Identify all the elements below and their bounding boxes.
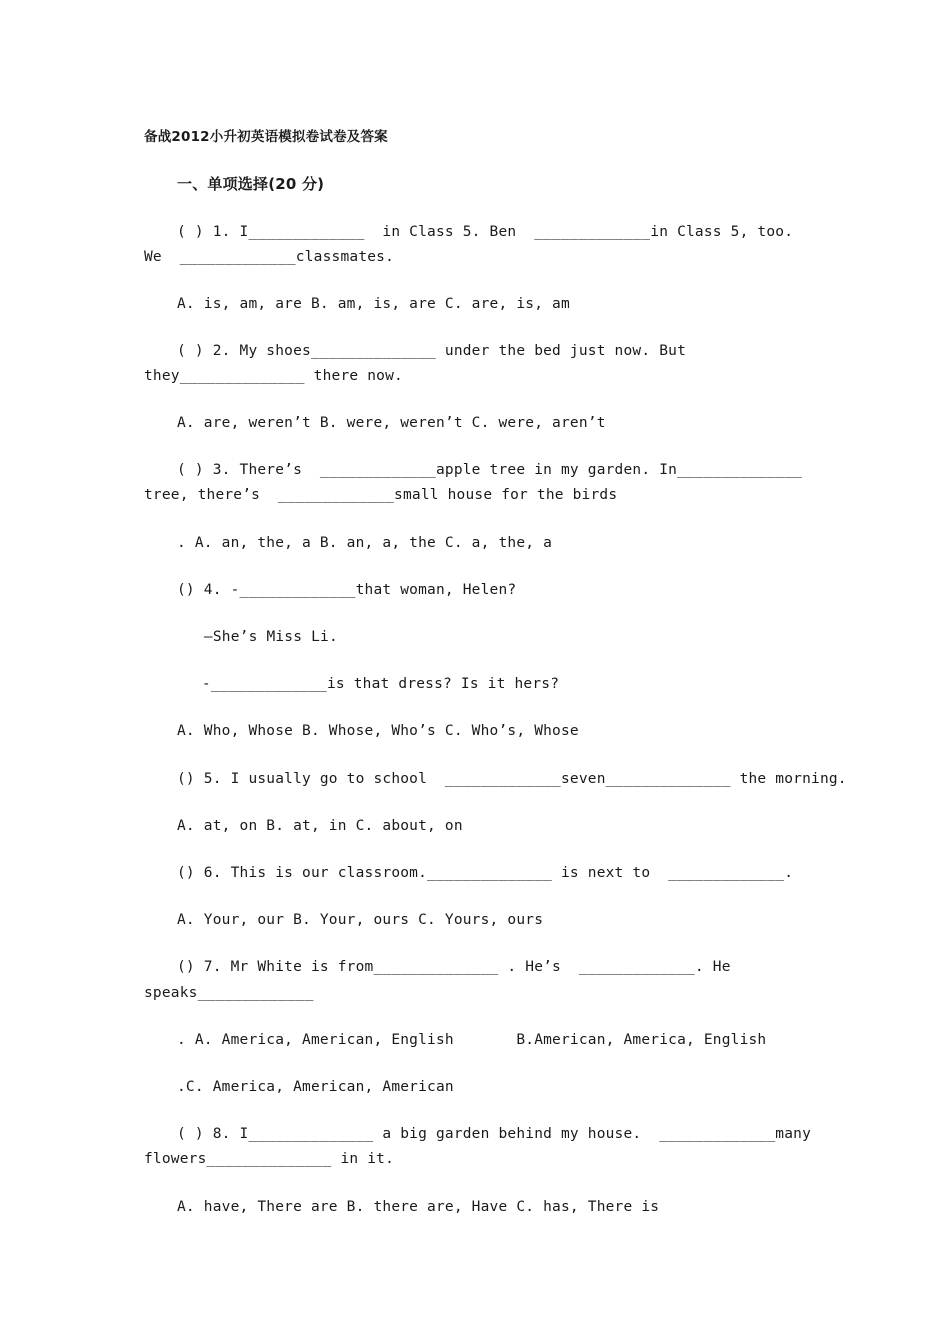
question-7-options-1: . A. America, American, English B.American, America, English bbox=[177, 1032, 767, 1048]
question-3-line-2: tree, there’s _____________small house for the birds bbox=[144, 487, 618, 503]
question-4-options: A. Who, Whose B. Whose, Who’s C. Who’s, Whose bbox=[177, 723, 579, 739]
document-title: 备战2012小升初英语模拟卷试卷及答案 bbox=[144, 129, 388, 145]
question-8-options: A. have, There are B. there are, Have C. has, There is bbox=[177, 1199, 660, 1215]
question-2-line-2: they______________ there now. bbox=[144, 368, 403, 384]
question-6-line-1: () 6. This is our classroom.______________ is next to _____________. bbox=[177, 865, 794, 881]
question-7-options-2: .C. America, American, American bbox=[177, 1079, 454, 1095]
question-4-line-1: () 4. -_____________that woman, Helen? bbox=[177, 582, 517, 598]
question-8-line-2: flowers______________ in it. bbox=[144, 1151, 395, 1167]
question-5-line-1: () 5. I usually go to school _____________seven______________ the morning. bbox=[177, 771, 847, 787]
question-3-options: . A. an, the, a B. an, a, the C. a, the, a bbox=[177, 535, 553, 551]
section-heading: 一、单项选择(20 分) bbox=[177, 175, 325, 193]
question-4-line-2: –She’s Miss Li. bbox=[195, 629, 338, 645]
question-8-line-1: ( ) 8. I______________ a big garden behind my house. _____________many bbox=[177, 1126, 812, 1142]
question-2-line-1: ( ) 2. My shoes______________ under the bed just now. But bbox=[177, 343, 686, 359]
question-6-options: A. Your, our B. Your, ours C. Yours, ours bbox=[177, 912, 544, 928]
question-1-line-2: We _____________classmates. bbox=[144, 249, 395, 265]
question-2-options: A. are, weren’t B. were, weren’t C. were, aren’t bbox=[177, 415, 606, 431]
question-5-options: A. at, on B. at, in C. about, on bbox=[177, 818, 463, 834]
question-7-line-1: () 7. Mr White is from______________ . He’s _____________. He bbox=[177, 959, 731, 975]
question-1-line-1: ( ) 1. I_____________ in Class 5. Ben _____________in Class 5, too. bbox=[177, 224, 794, 240]
question-7-line-2: speaks_____________ bbox=[144, 985, 314, 1001]
question-1-options: A. is, am, are B. am, is, are C. are, is, am bbox=[177, 296, 570, 312]
question-4-line-3: -_____________is that dress? Is it hers? bbox=[193, 676, 560, 692]
question-3-line-1: ( ) 3. There’s _____________apple tree in my garden. In______________ bbox=[177, 462, 803, 478]
